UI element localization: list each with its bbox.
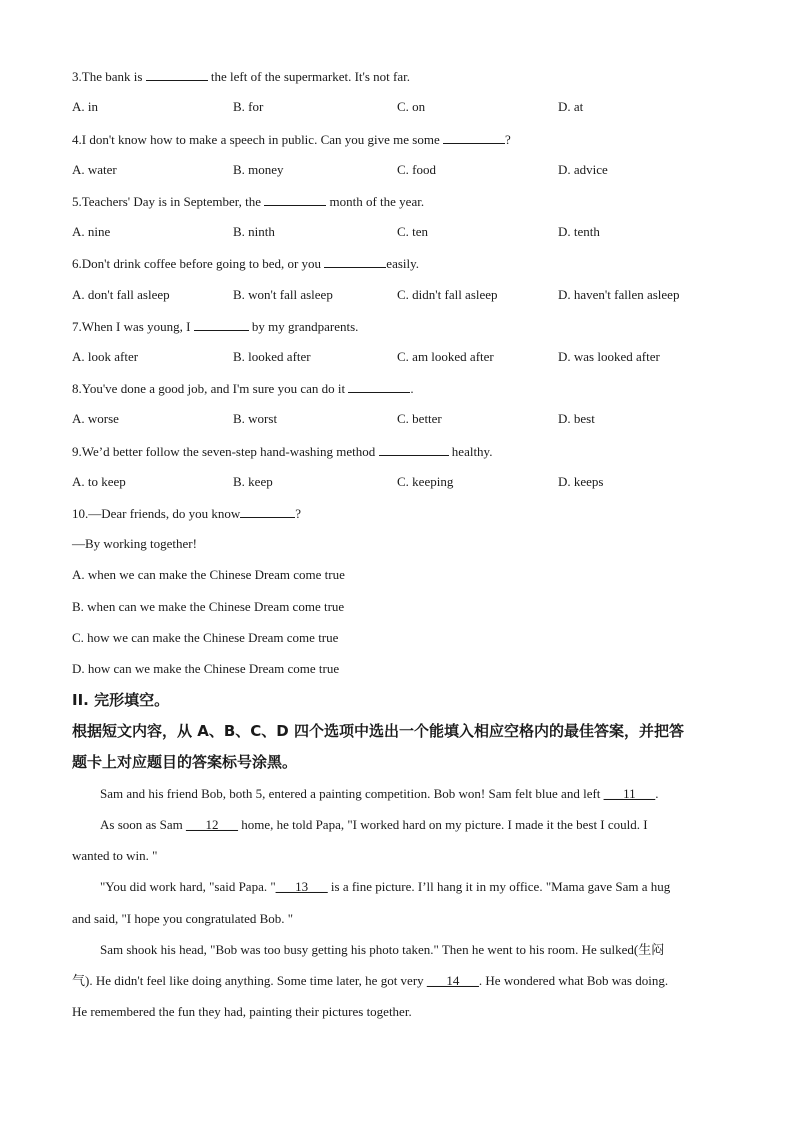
option-d: D. at bbox=[558, 99, 584, 114]
option-d: D. tenth bbox=[558, 224, 600, 239]
question-10 bbox=[72, 505, 301, 522]
passage-blank-11: ___11___ bbox=[603, 786, 656, 801]
passage-blank-12: ___12___ bbox=[185, 817, 238, 832]
question-9 bbox=[72, 443, 492, 460]
option-d: D. was looked after bbox=[558, 349, 660, 364]
question-text: 5.Teachers' Day is in September, the bbox=[72, 194, 265, 209]
question-text: 6.Don't drink coffee before going to bed, or you bbox=[72, 256, 325, 271]
question-6 bbox=[72, 255, 419, 272]
passage-text: . bbox=[655, 786, 659, 801]
option-d: D. keeps bbox=[558, 474, 604, 489]
option-c: C. didn't fall asleep bbox=[397, 287, 498, 302]
question-text: 4.I don't know how to make a speech in public. Can you give me some bbox=[72, 132, 443, 147]
question-text: easily. bbox=[386, 256, 420, 271]
question-text: 3.The bank is bbox=[72, 69, 146, 84]
question-text: . bbox=[410, 381, 414, 396]
option-c: C. food bbox=[397, 162, 436, 177]
passage-text: home, he told Papa, "I worked hard on my picture. I made it the best I could. I bbox=[237, 817, 648, 832]
answer-blank bbox=[443, 131, 505, 144]
section-instruction: 题卡上对应题目的答案标号涂黑。 bbox=[72, 753, 298, 771]
option-a: A. nine bbox=[72, 224, 111, 239]
question-3 bbox=[72, 68, 410, 85]
option-b: B. worst bbox=[233, 411, 278, 426]
answer-blank bbox=[348, 380, 410, 393]
passage-paragraph-2 bbox=[72, 817, 648, 833]
question-8 bbox=[72, 380, 414, 397]
option-c: C. am looked after bbox=[397, 349, 494, 364]
passage-text: 气). He didn't feel like doing anything. Some time later, he got very bbox=[72, 973, 427, 988]
option-c: C. on bbox=[397, 99, 426, 114]
passage-paragraph-1 bbox=[72, 786, 658, 802]
question-text: ? bbox=[295, 506, 302, 521]
option-a: A. don't fall asleep bbox=[72, 287, 170, 302]
question-text: 10.—Dear friends, do you know bbox=[72, 506, 241, 521]
option-c: C. ten bbox=[397, 224, 429, 239]
option-c: C. better bbox=[397, 411, 442, 426]
question-text: 8.You've done a good job, and I'm sure you can do it bbox=[72, 381, 349, 396]
question-text: the left of the supermarket. It's not far. bbox=[207, 69, 410, 84]
question-text: 9.We’d better follow the seven-step hand-washing method bbox=[72, 444, 379, 459]
passage-blank-14: ___14___ bbox=[426, 973, 479, 988]
answer-blank bbox=[324, 255, 386, 268]
answer-blank bbox=[379, 443, 449, 456]
answer-blank bbox=[194, 318, 249, 331]
passage-paragraph-3 bbox=[72, 879, 670, 895]
question-7 bbox=[72, 318, 358, 335]
option-d: D. best bbox=[558, 411, 595, 426]
option-c: C. keeping bbox=[397, 474, 454, 489]
passage-text: . He wondered what Bob was doing. bbox=[478, 973, 669, 988]
option-a: A. in bbox=[72, 99, 98, 114]
passage-blank-13: ___13___ bbox=[275, 879, 328, 894]
answer-blank bbox=[146, 68, 208, 81]
section-title: II. 完形填空。 bbox=[72, 691, 170, 709]
passage-text bbox=[72, 973, 668, 989]
question-10-reply: —By working together! bbox=[72, 536, 197, 551]
option-b: B. for bbox=[233, 99, 264, 114]
section-instruction: 根据短文内容，从 A、B、C、D 四个选项中选出一个能填入相应空格内的最佳答案，并把答 bbox=[72, 722, 684, 740]
question-text: 7.When I was young, I bbox=[72, 319, 194, 334]
option-a: A. look after bbox=[72, 349, 139, 364]
answer-blank bbox=[240, 505, 295, 518]
question-5 bbox=[72, 193, 424, 210]
option-a: A. water bbox=[72, 162, 117, 177]
answer-blank bbox=[264, 193, 326, 206]
option-b: B. won't fall asleep bbox=[233, 287, 333, 302]
option-a: A. when we can make the Chinese Dream come true bbox=[72, 567, 345, 582]
option-b: B. when can we make the Chinese Dream come true bbox=[72, 599, 345, 614]
option-d: D. advice bbox=[558, 162, 608, 177]
question-text: month of the year. bbox=[326, 194, 425, 209]
passage-text: is a fine picture. I’ll hang it in my office. "Mama gave Sam a hug bbox=[327, 879, 671, 894]
option-d: D. haven't fallen asleep bbox=[558, 287, 680, 302]
option-b: B. keep bbox=[233, 474, 273, 489]
question-text: by my grandparents. bbox=[248, 319, 359, 334]
passage-text: "You did work hard, "said Papa. " bbox=[100, 879, 276, 894]
option-a: A. worse bbox=[72, 411, 119, 426]
option-a: A. to keep bbox=[72, 474, 126, 489]
option-b: B. ninth bbox=[233, 224, 275, 239]
passage-text: and said, "I hope you congratulated Bob. " bbox=[72, 911, 294, 926]
passage-paragraph-4: Sam shook his head, "Bob was too busy getting his photo taken." Then he went to his room. He sulked(生闷 bbox=[100, 942, 665, 957]
question-text: ? bbox=[504, 132, 511, 147]
question-4 bbox=[72, 131, 511, 148]
option-c: C. how we can make the Chinese Dream come true bbox=[72, 630, 339, 645]
option-d: D. how can we make the Chinese Dream come true bbox=[72, 661, 340, 676]
passage-text: As soon as Sam bbox=[100, 817, 186, 832]
question-text: healthy. bbox=[448, 444, 493, 459]
passage-text: wanted to win. " bbox=[72, 848, 158, 863]
passage-text: Sam and his friend Bob, both 5, entered a painting competition. Bob won! Sam felt blue and left bbox=[100, 786, 604, 801]
option-b: B. money bbox=[233, 162, 284, 177]
passage-text: He remembered the fun they had, painting their pictures together. bbox=[72, 1004, 412, 1019]
option-b: B. looked after bbox=[233, 349, 311, 364]
